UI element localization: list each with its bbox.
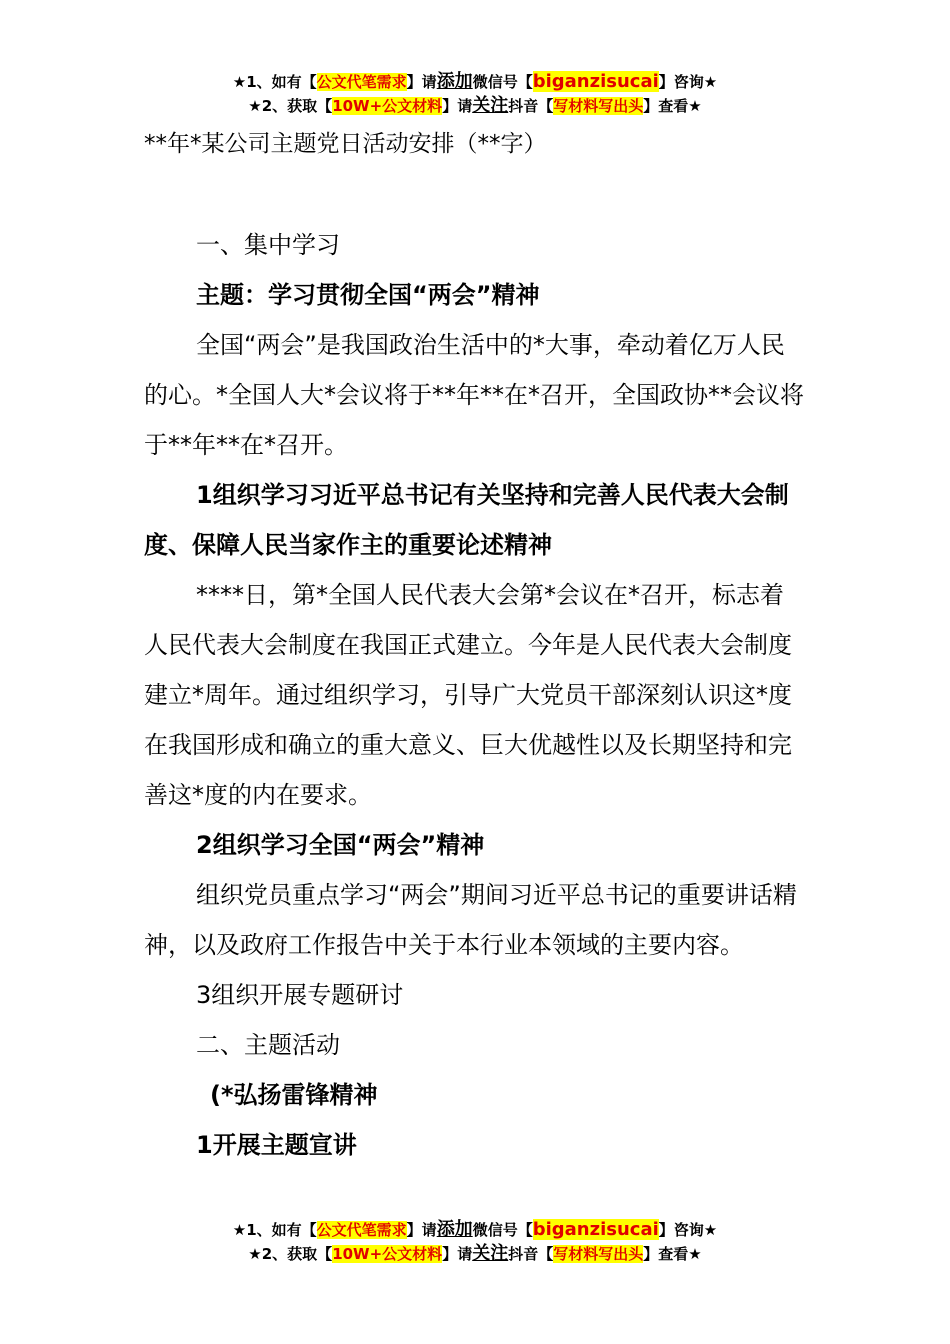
paragraph-2: ****日，第*全国人民代表大会第*会议在*召开，标志着人民代表大会制度在我国正式建立。今年是人民代表大会制度建立*周年。通过组织学习，引导广大党员干部深刻认识这*度在我国形成和确立的重大意义、巨大优越性以及长期坚持和完善这*度的内在要求。 (144, 581, 792, 809)
promo-wechat-id: biganzisucai (532, 1219, 659, 1240)
document-title: **年*某公司主题党日活动安排（**字） (144, 131, 547, 157)
theme-heading: 主题：学习贯彻全国“两会”精神 (196, 281, 540, 309)
paragraph-1: 全国“两会”是我国政治生活中的*大事，牵动着亿万人民的心。*全国人大*会议将于**年**在*召开，全国政协**会议将于**年**在*召开。 (144, 331, 804, 459)
promo-wechat-id: biganzisucai (532, 71, 659, 92)
promo-line-2: ★2、获取【10W+公文材料】请关注抖音【写材料写出头】查看★ (248, 95, 702, 116)
promo-highlight: 10W+公文材料 (332, 97, 443, 115)
promo-highlight: 公文代笔需求 (316, 1221, 407, 1239)
promo-highlight: 公文代笔需求 (316, 73, 407, 91)
promo-douyin-id: 写材料写出头 (553, 97, 644, 115)
document-body (144, 122, 806, 1170)
item-heading-2: 2组织学习全国“两会”精神 (196, 831, 485, 859)
item-heading-3: 3组织开展专题研讨 (196, 981, 404, 1009)
paragraph-3: 组织党员重点学习“两会”期间习近平总书记的重要讲话精神，以及政府工作报告中关于本行业本领域的主要内容。 (144, 881, 797, 959)
header-promo-banner (0, 70, 950, 118)
promo-line-1: ★1、如有【公文代笔需求】请添加微信号【biganzisucai】咨询★ (232, 1219, 718, 1240)
promo-highlight: 10W+公文材料 (332, 1245, 443, 1263)
promo-line-2: ★2、获取【10W+公文材料】请关注抖音【写材料写出头】查看★ (248, 1243, 702, 1264)
section-heading-2: 二、主题活动 (196, 1031, 340, 1059)
item-heading-1: 1组织学习习近平总书记有关坚持和完善人民代表大会制度、保障人民当家作主的重要论述精神 (144, 481, 789, 559)
item-heading-4: 1开展主题宣讲 (196, 1131, 357, 1159)
section-heading-1: 一、集中学习 (196, 231, 340, 259)
promo-douyin-id: 写材料写出头 (553, 1245, 644, 1263)
promo-line-1: ★1、如有【公文代笔需求】请添加微信号【biganzisucai】咨询★ (232, 71, 718, 92)
footer-promo-banner (0, 1218, 950, 1266)
sub-heading-1: (*弘扬雷锋精神 (210, 1081, 378, 1109)
